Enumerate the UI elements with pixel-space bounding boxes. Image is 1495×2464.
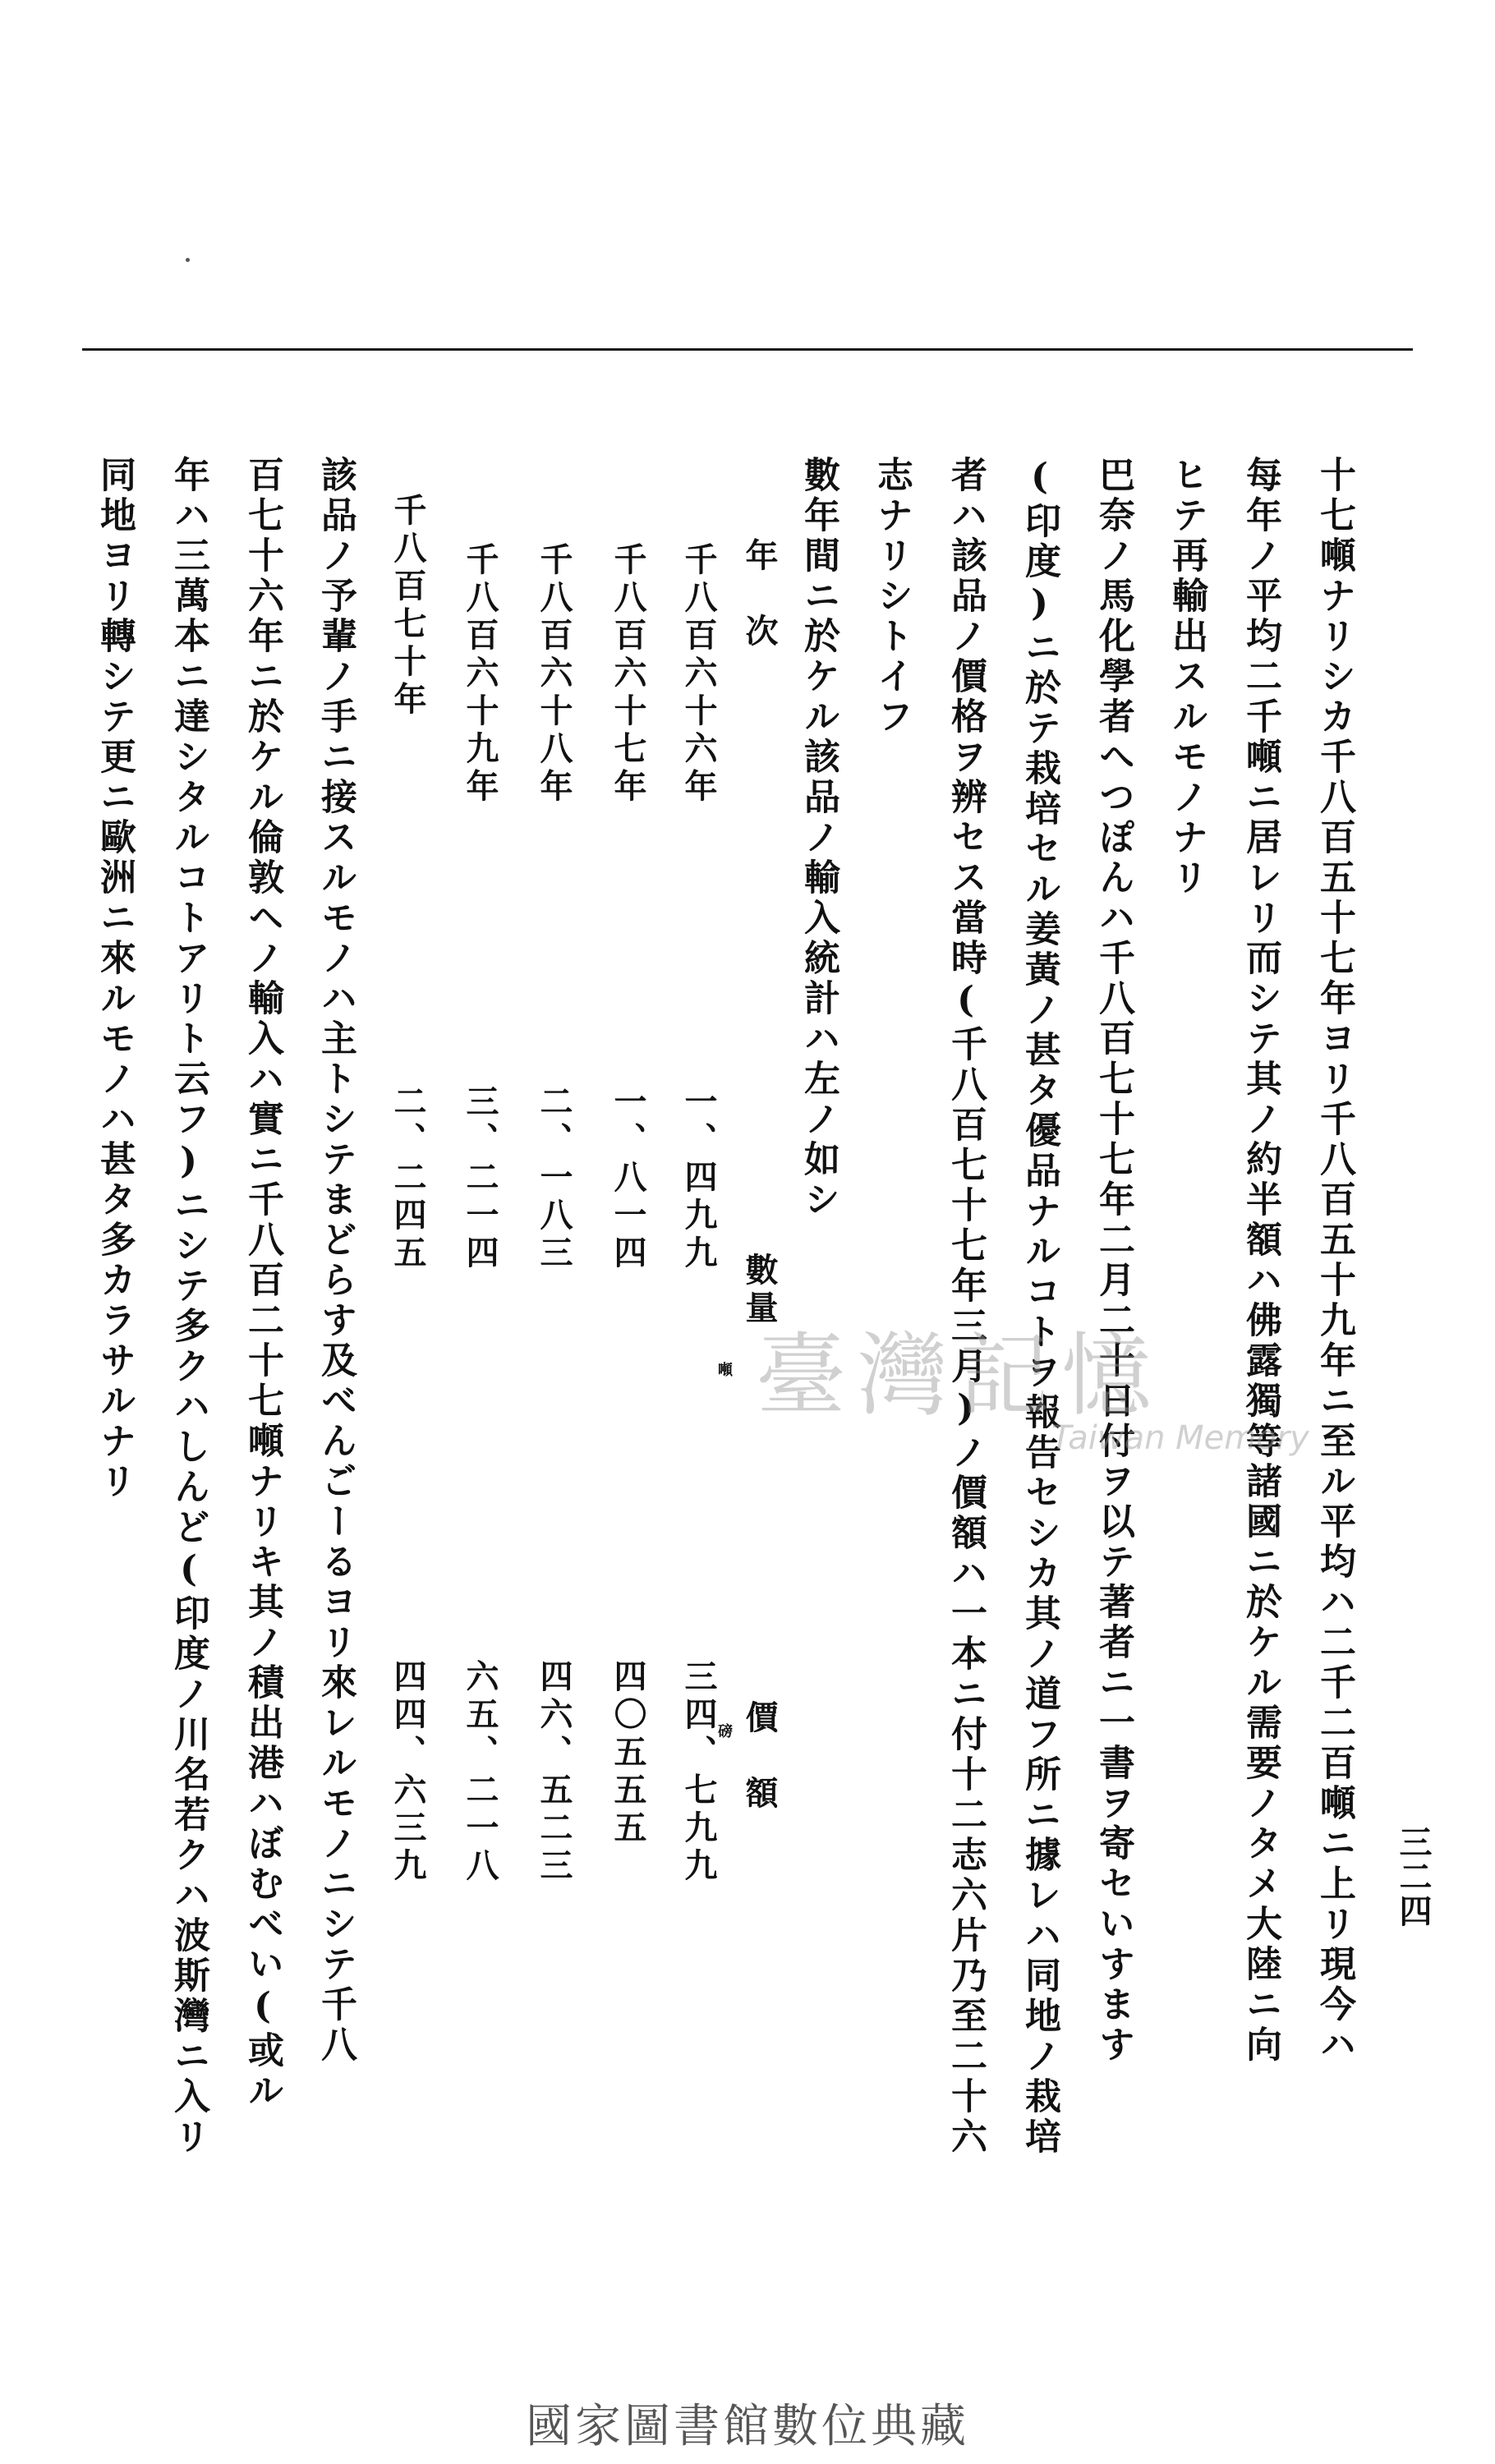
- header-quantity: 數量: [740, 1253, 779, 1328]
- row-1-value-unit: 磅: [715, 1723, 733, 1738]
- row-2-value: 四〇五五五: [609, 1659, 647, 1848]
- watermark-en: Taiwan Memory: [1051, 1419, 1309, 1457]
- text-column-11: 年ハ三萬本ニ達シタルコトアリト云フ)ニシテ多クハしんど(印度ノ川名若クハ波斯灣ニ入リ: [168, 456, 209, 2158]
- footer-credit: 國家圖書館數位典藏: [526, 2400, 969, 2453]
- row-3-value: 四六、五二三: [535, 1659, 573, 1886]
- row-1-year: 千八百六十六年: [679, 542, 718, 807]
- page-number: 三二四: [1394, 1825, 1433, 1928]
- row-5-year: 千八百七十年: [389, 493, 427, 719]
- text-column-5: (印度)ニ於テ栽培セル姜黃ノ甚タ優品ナルコトヲ報告セシカ其ノ道フ所ニ據レハ同地ノ栽培: [1019, 456, 1060, 2158]
- row-3-year: 千八百六十八年: [535, 542, 573, 807]
- text-column-10: 百七十六年ニ於ケル倫敦ヘノ輸入ハ實ニ千八百二十七噸ナリキ其ノ積出港ハぼむべい(或ル: [242, 456, 283, 2112]
- header-rule: [82, 348, 1413, 351]
- text-column-1: 十七噸ナリシカ千八百五十七年ヨリ千八百五十九年ニ至ル平均ハ二千二百噸ニ上リ現今ハ: [1313, 456, 1355, 2066]
- text-column-7: 志ナリシトイフ: [871, 456, 913, 738]
- row-3-quantity: 二、一八三: [535, 1084, 573, 1273]
- row-4-quantity: 三、二一四: [461, 1084, 499, 1273]
- row-4-value: 六五、二一八: [461, 1659, 499, 1886]
- text-column-9: 該品ノ予輩ノ手ニ接スルモノハ主トシテまどらす及べんごーるヨリ來レルモノニシテ千八: [315, 456, 356, 2066]
- row-2-quantity: 一、八一四: [609, 1084, 647, 1273]
- row-4-year: 千八百六十九年: [461, 542, 499, 807]
- text-column-8: 數年間ニ於ケル該品ノ輸入統計ハ左ノ如シ: [798, 456, 840, 1221]
- text-column-3: ヒテ再輸出スルモノナリ: [1166, 456, 1208, 899]
- row-5-value: 四四、六三九: [389, 1659, 427, 1886]
- watermark-cjk: 臺灣記憶: [756, 1323, 1163, 1428]
- text-column-4: 巴奈ノ馬化學者へつぽんハ千八百七十七年二月二十日付ヲ以テ著者ニ一書ヲ寄セいすます: [1092, 456, 1134, 2066]
- row-1-value: 三四、七九九: [679, 1659, 718, 1886]
- text-column-2: 每年ノ平均二千噸ニ居レリ而シテ其ノ約半額ハ佛露獨等諸國ニ於ケル需要ノタメ大陸ニ向: [1240, 456, 1281, 2066]
- speck: [186, 258, 190, 262]
- header-value: 價 額: [740, 1700, 779, 1814]
- row-5-quantity: 二、二四五: [389, 1084, 427, 1273]
- text-column-6: 者ハ該品ノ價格ヲ辨セス當時(千八百七十七年三月)ノ價額ハ一本ニ付十二志六片乃至二十六: [945, 456, 987, 2158]
- row-2-year: 千八百六十七年: [609, 542, 647, 807]
- row-1-quantity-unit: 噸: [715, 1362, 733, 1377]
- text-column-12: 同地ヨリ轉シテ更ニ歐洲ニ來ルモノハ甚タ多カラサルナリ: [94, 456, 136, 1502]
- row-1-quantity: 一、四九九: [679, 1084, 718, 1273]
- header-year: 年 次: [740, 538, 779, 651]
